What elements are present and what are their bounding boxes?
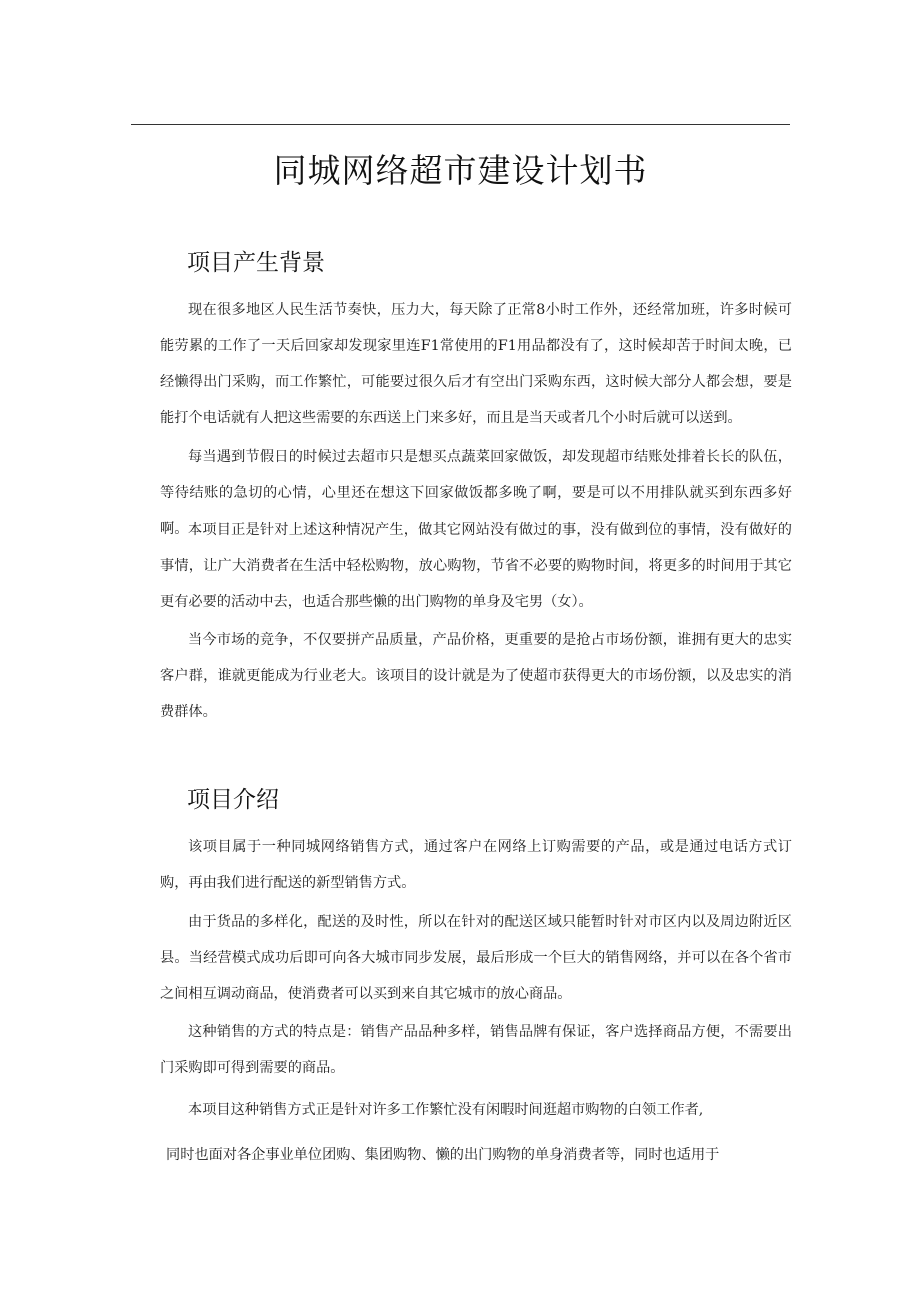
section-heading-background: 项目产生背景 bbox=[187, 250, 325, 277]
paragraph: 由于货品的多样化，配送的及时性，所以在针对的配送区域只能暂时针对市区内以及周边附近区县。当经营模式成功后即可向各大城市同步发展，最后形成一个巨大的销售网络，并可以在各个省市之间相互调动商品，使消费者可以买到来自其它城市的放心商品。 bbox=[160, 914, 792, 1002]
section-heading-introduction: 项目介绍 bbox=[187, 787, 279, 814]
paragraph: 现在很多地区人民生活节奏快，压力大，每天除了正常8小时工作外，还经常加班，许多时候可能劳累的工作了一天后回家却发现家里连F1常使用的F1用品都没有了，这时候却苦于时间太晚，已经懒得出门采购，而工作繁忙，可能要过很久后才有空出门采购东西，这时候大部分人都会想，要是能打个电话就有人把这些需要的东西送上门来多好，而且是当天或者几个小时后就可以送到。 bbox=[160, 302, 792, 426]
document-title: 同城网络超市建设计划书 bbox=[273, 151, 648, 191]
paragraph: 每当遇到节假日的时候过去超市只是想买点蔬菜回家做饭，却发现超市结账处排着长长的队伍，等待结账的急切的心情，心里还在想这下回家做饭都多晚了啊，要是可以不用排队就买到东西多好啊。 bbox=[160, 449, 792, 537]
paragraph: 这种销售的方式的特点是：销售产品品种多样，销售品牌有保证，客户选择商品方便，不需要出门采购即可得到需要的商品。 bbox=[160, 1024, 792, 1076]
paragraph: 同时也面对各企事业单位团购、集团购物、懒的出门购物的单身消费者等，同时也适用于 bbox=[166, 1147, 720, 1163]
paragraph: 本项目这种销售方式正是针对许多工作繁忙没有闲暇时间逛超市购物的白领工作者, bbox=[188, 1102, 704, 1118]
paragraph: 该项目属于一种同城网络销售方式，通过客户在网络上订购需要的产品，或是通过电话方式订购，再由我们进行配送的新型销售方式。 bbox=[160, 839, 792, 891]
paragraph: 本项目正是针对上述这种情况产生，做其它网站没有做过的事，没有做到位的事情，没有做好的事情，让广大消费者在生活中轻松购物，放心购物，节省不必要的购物时间，将更多的时间用于其它更有必要的活动中去，也适合那些懒的出门购物的单身及宅男（女）。 bbox=[160, 522, 792, 610]
paragraph: 当今市场的竞争，不仅要拼产品质量，产品价格，更重要的是抢占市场份额，谁拥有更大的忠实客户群，谁就更能成为行业老大。该项目的设计就是为了使超市获得更大的市场份额，以及忠实的消费群体。 bbox=[160, 632, 792, 720]
header-rule bbox=[131, 124, 790, 125]
